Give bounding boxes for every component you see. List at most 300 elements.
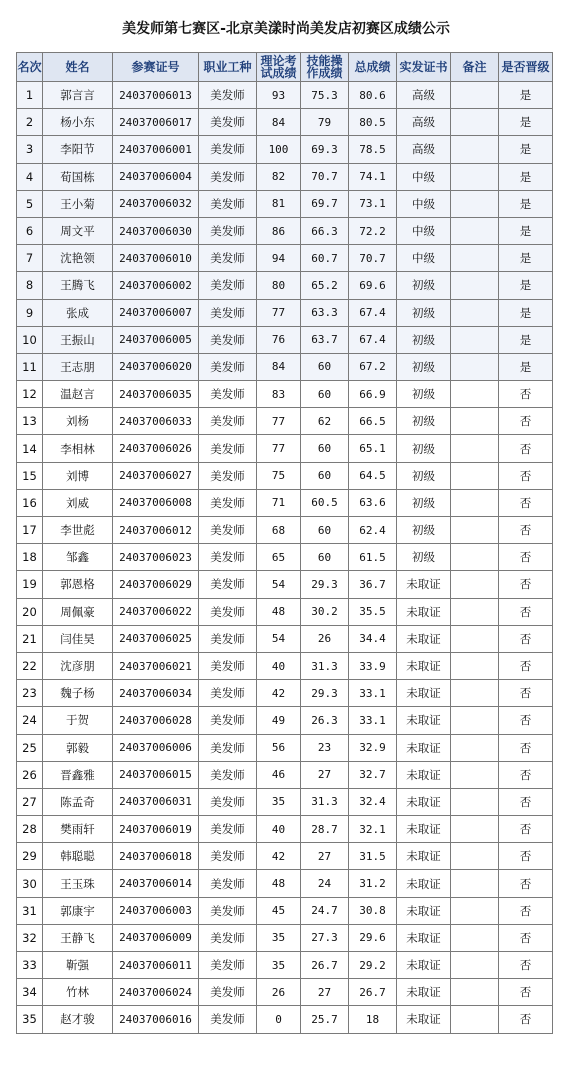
promoted-cell: 是 bbox=[499, 82, 553, 109]
certificate-cell: 初级 bbox=[397, 299, 451, 326]
name-cell: 王小菊 bbox=[43, 190, 113, 217]
remarks-cell bbox=[451, 217, 499, 244]
job-type-cell: 美发师 bbox=[199, 408, 257, 435]
job-type-cell: 美发师 bbox=[199, 381, 257, 408]
theory-score-cell: 35 bbox=[257, 952, 301, 979]
table-row bbox=[17, 571, 553, 598]
skill-score-cell: 27 bbox=[301, 761, 349, 788]
certificate-cell: 初级 bbox=[397, 544, 451, 571]
certificate-cell: 中级 bbox=[397, 163, 451, 190]
job-type-cell: 美发师 bbox=[199, 571, 257, 598]
name-cell: 靳强 bbox=[43, 952, 113, 979]
remarks-cell bbox=[451, 136, 499, 163]
remarks-cell bbox=[451, 598, 499, 625]
theory-score-cell: 0 bbox=[257, 1006, 301, 1033]
promoted-cell: 是 bbox=[499, 326, 553, 353]
certificate-cell: 初级 bbox=[397, 353, 451, 380]
total-score-cell: 74.1 bbox=[349, 163, 397, 190]
promoted-cell: 否 bbox=[499, 489, 553, 516]
certificate-cell: 未取证 bbox=[397, 707, 451, 734]
table-row bbox=[17, 897, 553, 924]
rank-cell: 27 bbox=[17, 788, 43, 815]
promoted-cell: 否 bbox=[499, 952, 553, 979]
contest-id-cell: 24037006026 bbox=[113, 435, 199, 462]
remarks-cell bbox=[451, 109, 499, 136]
job-type-cell: 美发师 bbox=[199, 707, 257, 734]
table-row bbox=[17, 707, 553, 734]
theory-score-cell: 48 bbox=[257, 598, 301, 625]
contest-id-cell: 24037006030 bbox=[113, 217, 199, 244]
certificate-cell: 未取证 bbox=[397, 924, 451, 951]
name-cell: 温赵言 bbox=[43, 381, 113, 408]
theory-score-cell: 94 bbox=[257, 245, 301, 272]
remarks-cell bbox=[451, 652, 499, 679]
table-row bbox=[17, 979, 553, 1006]
skill-score-cell: 60 bbox=[301, 381, 349, 408]
header-skill-score: 技能操作成绩 bbox=[301, 53, 349, 82]
theory-score-cell: 75 bbox=[257, 462, 301, 489]
certificate-cell: 未取证 bbox=[397, 680, 451, 707]
promoted-cell: 否 bbox=[499, 462, 553, 489]
table-row bbox=[17, 924, 553, 951]
certificate-cell: 未取证 bbox=[397, 571, 451, 598]
certificate-cell: 中级 bbox=[397, 245, 451, 272]
remarks-cell bbox=[451, 462, 499, 489]
job-type-cell: 美发师 bbox=[199, 245, 257, 272]
certificate-cell: 未取证 bbox=[397, 843, 451, 870]
table-row bbox=[17, 952, 553, 979]
theory-score-cell: 81 bbox=[257, 190, 301, 217]
remarks-cell bbox=[451, 489, 499, 516]
theory-score-cell: 86 bbox=[257, 217, 301, 244]
theory-score-cell: 54 bbox=[257, 571, 301, 598]
theory-score-cell: 84 bbox=[257, 109, 301, 136]
rank-cell: 24 bbox=[17, 707, 43, 734]
rank-cell: 13 bbox=[17, 408, 43, 435]
contest-id-cell: 24037006019 bbox=[113, 816, 199, 843]
remarks-cell bbox=[451, 571, 499, 598]
table-row bbox=[17, 761, 553, 788]
name-cell: 沈艳领 bbox=[43, 245, 113, 272]
contest-id-cell: 24037006025 bbox=[113, 625, 199, 652]
skill-score-cell: 65.2 bbox=[301, 272, 349, 299]
contest-id-cell: 24037006032 bbox=[113, 190, 199, 217]
job-type-cell: 美发师 bbox=[199, 299, 257, 326]
table-row bbox=[17, 217, 553, 244]
name-cell: 王振山 bbox=[43, 326, 113, 353]
contest-id-cell: 24037006010 bbox=[113, 245, 199, 272]
remarks-cell bbox=[451, 190, 499, 217]
theory-score-cell: 83 bbox=[257, 381, 301, 408]
table-row bbox=[17, 843, 553, 870]
certificate-cell: 高级 bbox=[397, 136, 451, 163]
certificate-cell: 中级 bbox=[397, 190, 451, 217]
job-type-cell: 美发师 bbox=[199, 952, 257, 979]
remarks-cell bbox=[451, 979, 499, 1006]
remarks-cell bbox=[451, 952, 499, 979]
remarks-cell bbox=[451, 761, 499, 788]
rank-cell: 22 bbox=[17, 652, 43, 679]
promoted-cell: 是 bbox=[499, 353, 553, 380]
promoted-cell: 否 bbox=[499, 435, 553, 462]
certificate-cell: 初级 bbox=[397, 462, 451, 489]
theory-score-cell: 35 bbox=[257, 788, 301, 815]
job-type-cell: 美发师 bbox=[199, 680, 257, 707]
name-cell: 魏子杨 bbox=[43, 680, 113, 707]
table-row bbox=[17, 489, 553, 516]
name-cell: 郭恩格 bbox=[43, 571, 113, 598]
skill-score-cell: 60 bbox=[301, 462, 349, 489]
name-cell: 李世彪 bbox=[43, 517, 113, 544]
remarks-cell bbox=[451, 680, 499, 707]
promoted-cell: 否 bbox=[499, 1006, 553, 1033]
promoted-cell: 否 bbox=[499, 979, 553, 1006]
remarks-cell bbox=[451, 707, 499, 734]
promoted-cell: 是 bbox=[499, 136, 553, 163]
table-row bbox=[17, 598, 553, 625]
certificate-cell: 未取证 bbox=[397, 761, 451, 788]
job-type-cell: 美发师 bbox=[199, 109, 257, 136]
contest-id-cell: 24037006009 bbox=[113, 924, 199, 951]
name-cell: 樊雨轩 bbox=[43, 816, 113, 843]
promoted-cell: 否 bbox=[499, 816, 553, 843]
name-cell: 沈彦朋 bbox=[43, 652, 113, 679]
name-cell: 刘博 bbox=[43, 462, 113, 489]
total-score-cell: 63.6 bbox=[349, 489, 397, 516]
remarks-cell bbox=[451, 82, 499, 109]
rank-cell: 14 bbox=[17, 435, 43, 462]
rank-cell: 7 bbox=[17, 245, 43, 272]
contest-id-cell: 24037006012 bbox=[113, 517, 199, 544]
promoted-cell: 否 bbox=[499, 734, 553, 761]
name-cell: 赵才骏 bbox=[43, 1006, 113, 1033]
table-row bbox=[17, 462, 553, 489]
table-row bbox=[17, 326, 553, 353]
job-type-cell: 美发师 bbox=[199, 190, 257, 217]
table-row bbox=[17, 517, 553, 544]
rank-cell: 20 bbox=[17, 598, 43, 625]
name-cell: 王玉珠 bbox=[43, 870, 113, 897]
total-score-cell: 32.4 bbox=[349, 788, 397, 815]
table-row bbox=[17, 734, 553, 761]
certificate-cell: 未取证 bbox=[397, 652, 451, 679]
contest-id-cell: 24037006007 bbox=[113, 299, 199, 326]
skill-score-cell: 60.5 bbox=[301, 489, 349, 516]
job-type-cell: 美发师 bbox=[199, 82, 257, 109]
remarks-cell bbox=[451, 408, 499, 435]
rank-cell: 11 bbox=[17, 353, 43, 380]
total-score-cell: 73.1 bbox=[349, 190, 397, 217]
name-cell: 李阳节 bbox=[43, 136, 113, 163]
skill-score-cell: 25.7 bbox=[301, 1006, 349, 1033]
rank-cell: 28 bbox=[17, 816, 43, 843]
theory-score-cell: 48 bbox=[257, 870, 301, 897]
certificate-cell: 初级 bbox=[397, 326, 451, 353]
table-row bbox=[17, 245, 553, 272]
certificate-cell: 未取证 bbox=[397, 598, 451, 625]
contest-id-cell: 24037006020 bbox=[113, 353, 199, 380]
remarks-cell bbox=[451, 272, 499, 299]
total-score-cell: 29.6 bbox=[349, 924, 397, 951]
skill-score-cell: 60 bbox=[301, 517, 349, 544]
certificate-cell: 未取证 bbox=[397, 897, 451, 924]
rank-cell: 17 bbox=[17, 517, 43, 544]
total-score-cell: 32.9 bbox=[349, 734, 397, 761]
theory-score-cell: 54 bbox=[257, 625, 301, 652]
name-cell: 荀国栋 bbox=[43, 163, 113, 190]
promoted-cell: 否 bbox=[499, 870, 553, 897]
job-type-cell: 美发师 bbox=[199, 272, 257, 299]
theory-score-cell: 100 bbox=[257, 136, 301, 163]
job-type-cell: 美发师 bbox=[199, 517, 257, 544]
theory-score-cell: 77 bbox=[257, 299, 301, 326]
total-score-cell: 80.6 bbox=[349, 82, 397, 109]
page-title: 美发师第七赛区-北京美漾时尚美发店初赛区成绩公示 bbox=[122, 21, 450, 37]
name-cell: 竹林 bbox=[43, 979, 113, 1006]
total-score-cell: 32.1 bbox=[349, 816, 397, 843]
total-score-cell: 66.5 bbox=[349, 408, 397, 435]
job-type-cell: 美发师 bbox=[199, 897, 257, 924]
skill-score-cell: 60 bbox=[301, 544, 349, 571]
rank-cell: 4 bbox=[17, 163, 43, 190]
total-score-cell: 67.4 bbox=[349, 326, 397, 353]
contest-id-cell: 24037006016 bbox=[113, 1006, 199, 1033]
total-score-cell: 61.5 bbox=[349, 544, 397, 571]
total-score-cell: 34.4 bbox=[349, 625, 397, 652]
remarks-cell bbox=[451, 299, 499, 326]
table-row bbox=[17, 680, 553, 707]
theory-score-cell: 82 bbox=[257, 163, 301, 190]
contest-id-cell: 24037006022 bbox=[113, 598, 199, 625]
skill-score-cell: 69.7 bbox=[301, 190, 349, 217]
skill-score-cell: 24.7 bbox=[301, 897, 349, 924]
table-row bbox=[17, 788, 553, 815]
certificate-cell: 初级 bbox=[397, 381, 451, 408]
promoted-cell: 否 bbox=[499, 625, 553, 652]
remarks-cell bbox=[451, 788, 499, 815]
promoted-cell: 否 bbox=[499, 408, 553, 435]
skill-score-cell: 63.7 bbox=[301, 326, 349, 353]
theory-score-cell: 42 bbox=[257, 843, 301, 870]
name-cell: 张成 bbox=[43, 299, 113, 326]
name-cell: 韩聪聪 bbox=[43, 843, 113, 870]
header-theory-score: 理论考试成绩 bbox=[257, 53, 301, 82]
rank-cell: 35 bbox=[17, 1006, 43, 1033]
job-type-cell: 美发师 bbox=[199, 435, 257, 462]
rank-cell: 3 bbox=[17, 136, 43, 163]
table-row bbox=[17, 109, 553, 136]
job-type-cell: 美发师 bbox=[199, 870, 257, 897]
skill-score-cell: 31.3 bbox=[301, 788, 349, 815]
theory-score-cell: 84 bbox=[257, 353, 301, 380]
theory-score-cell: 56 bbox=[257, 734, 301, 761]
promoted-cell: 是 bbox=[499, 245, 553, 272]
skill-score-cell: 62 bbox=[301, 408, 349, 435]
certificate-cell: 高级 bbox=[397, 82, 451, 109]
total-score-cell: 64.5 bbox=[349, 462, 397, 489]
remarks-cell bbox=[451, 353, 499, 380]
name-cell: 李相林 bbox=[43, 435, 113, 462]
total-score-cell: 26.7 bbox=[349, 979, 397, 1006]
rank-cell: 34 bbox=[17, 979, 43, 1006]
rank-cell: 8 bbox=[17, 272, 43, 299]
name-cell: 邹鑫 bbox=[43, 544, 113, 571]
certificate-cell: 未取证 bbox=[397, 979, 451, 1006]
skill-score-cell: 79 bbox=[301, 109, 349, 136]
certificate-cell: 未取证 bbox=[397, 816, 451, 843]
total-score-cell: 72.2 bbox=[349, 217, 397, 244]
table-row bbox=[17, 272, 553, 299]
rank-cell: 21 bbox=[17, 625, 43, 652]
promoted-cell: 是 bbox=[499, 190, 553, 217]
header-name: 姓名 bbox=[43, 53, 113, 82]
contest-id-cell: 24037006004 bbox=[113, 163, 199, 190]
total-score-cell: 33.1 bbox=[349, 707, 397, 734]
job-type-cell: 美发师 bbox=[199, 462, 257, 489]
name-cell: 郭毅 bbox=[43, 734, 113, 761]
rank-cell: 16 bbox=[17, 489, 43, 516]
certificate-cell: 初级 bbox=[397, 435, 451, 462]
total-score-cell: 33.1 bbox=[349, 680, 397, 707]
theory-score-cell: 77 bbox=[257, 435, 301, 462]
theory-score-cell: 49 bbox=[257, 707, 301, 734]
contest-id-cell: 24037006002 bbox=[113, 272, 199, 299]
skill-score-cell: 29.3 bbox=[301, 680, 349, 707]
skill-score-cell: 31.3 bbox=[301, 652, 349, 679]
rank-cell: 32 bbox=[17, 924, 43, 951]
job-type-cell: 美发师 bbox=[199, 843, 257, 870]
total-score-cell: 78.5 bbox=[349, 136, 397, 163]
contest-id-cell: 24037006024 bbox=[113, 979, 199, 1006]
table-row bbox=[17, 816, 553, 843]
theory-score-cell: 40 bbox=[257, 816, 301, 843]
rank-cell: 1 bbox=[17, 82, 43, 109]
promoted-cell: 是 bbox=[499, 299, 553, 326]
remarks-cell bbox=[451, 381, 499, 408]
contest-id-cell: 24037006027 bbox=[113, 462, 199, 489]
skill-score-cell: 26.7 bbox=[301, 952, 349, 979]
theory-score-cell: 93 bbox=[257, 82, 301, 109]
total-score-cell: 62.4 bbox=[349, 517, 397, 544]
theory-score-cell: 26 bbox=[257, 979, 301, 1006]
table-row bbox=[17, 353, 553, 380]
skill-score-cell: 30.2 bbox=[301, 598, 349, 625]
total-score-cell: 36.7 bbox=[349, 571, 397, 598]
skill-score-cell: 75.3 bbox=[301, 82, 349, 109]
promoted-cell: 否 bbox=[499, 571, 553, 598]
promoted-cell: 否 bbox=[499, 843, 553, 870]
rank-cell: 29 bbox=[17, 843, 43, 870]
total-score-cell: 67.4 bbox=[349, 299, 397, 326]
theory-score-cell: 76 bbox=[257, 326, 301, 353]
contest-id-cell: 24037006014 bbox=[113, 870, 199, 897]
job-type-cell: 美发师 bbox=[199, 924, 257, 951]
job-type-cell: 美发师 bbox=[199, 761, 257, 788]
contest-id-cell: 24037006031 bbox=[113, 788, 199, 815]
contest-id-cell: 24037006003 bbox=[113, 897, 199, 924]
job-type-cell: 美发师 bbox=[199, 544, 257, 571]
job-type-cell: 美发师 bbox=[199, 625, 257, 652]
promoted-cell: 否 bbox=[499, 381, 553, 408]
remarks-cell bbox=[451, 734, 499, 761]
job-type-cell: 美发师 bbox=[199, 979, 257, 1006]
job-type-cell: 美发师 bbox=[199, 598, 257, 625]
job-type-cell: 美发师 bbox=[199, 816, 257, 843]
name-cell: 陈孟奇 bbox=[43, 788, 113, 815]
remarks-cell bbox=[451, 544, 499, 571]
total-score-cell: 65.1 bbox=[349, 435, 397, 462]
header-certificate: 实发证书 bbox=[397, 53, 451, 82]
certificate-cell: 初级 bbox=[397, 489, 451, 516]
certificate-cell: 中级 bbox=[397, 217, 451, 244]
total-score-cell: 32.7 bbox=[349, 761, 397, 788]
promoted-cell: 否 bbox=[499, 544, 553, 571]
skill-score-cell: 24 bbox=[301, 870, 349, 897]
contest-id-cell: 24037006006 bbox=[113, 734, 199, 761]
promoted-cell: 否 bbox=[499, 897, 553, 924]
job-type-cell: 美发师 bbox=[199, 652, 257, 679]
job-type-cell: 美发师 bbox=[199, 489, 257, 516]
table-row bbox=[17, 190, 553, 217]
certificate-cell: 初级 bbox=[397, 272, 451, 299]
job-type-cell: 美发师 bbox=[199, 136, 257, 163]
remarks-cell bbox=[451, 163, 499, 190]
theory-score-cell: 77 bbox=[257, 408, 301, 435]
contest-id-cell: 24037006013 bbox=[113, 82, 199, 109]
header-promoted: 是否晋级 bbox=[499, 53, 553, 82]
rank-cell: 19 bbox=[17, 571, 43, 598]
header-total-score: 总成绩 bbox=[349, 53, 397, 82]
total-score-cell: 18 bbox=[349, 1006, 397, 1033]
promoted-cell: 否 bbox=[499, 598, 553, 625]
total-score-cell: 30.8 bbox=[349, 897, 397, 924]
rank-cell: 25 bbox=[17, 734, 43, 761]
contest-id-cell: 24037006015 bbox=[113, 761, 199, 788]
name-cell: 郭康宇 bbox=[43, 897, 113, 924]
contest-id-cell: 24037006034 bbox=[113, 680, 199, 707]
remarks-cell bbox=[451, 326, 499, 353]
skill-score-cell: 69.3 bbox=[301, 136, 349, 163]
table-row bbox=[17, 408, 553, 435]
job-type-cell: 美发师 bbox=[199, 326, 257, 353]
theory-score-cell: 35 bbox=[257, 924, 301, 951]
total-score-cell: 66.9 bbox=[349, 381, 397, 408]
rank-cell: 2 bbox=[17, 109, 43, 136]
contest-id-cell: 24037006028 bbox=[113, 707, 199, 734]
promoted-cell: 否 bbox=[499, 517, 553, 544]
skill-score-cell: 63.3 bbox=[301, 299, 349, 326]
certificate-cell: 未取证 bbox=[397, 788, 451, 815]
promoted-cell: 否 bbox=[499, 652, 553, 679]
rank-cell: 23 bbox=[17, 680, 43, 707]
job-type-cell: 美发师 bbox=[199, 217, 257, 244]
table-row bbox=[17, 82, 553, 109]
rank-cell: 6 bbox=[17, 217, 43, 244]
remarks-cell bbox=[451, 924, 499, 951]
name-cell: 刘杨 bbox=[43, 408, 113, 435]
contest-id-cell: 24037006035 bbox=[113, 381, 199, 408]
header-remarks: 备注 bbox=[451, 53, 499, 82]
table-row bbox=[17, 299, 553, 326]
total-score-cell: 31.2 bbox=[349, 870, 397, 897]
contest-id-cell: 24037006011 bbox=[113, 952, 199, 979]
contest-id-cell: 24037006018 bbox=[113, 843, 199, 870]
theory-score-cell: 45 bbox=[257, 897, 301, 924]
promoted-cell: 是 bbox=[499, 163, 553, 190]
total-score-cell: 31.5 bbox=[349, 843, 397, 870]
table-row bbox=[17, 435, 553, 462]
skill-score-cell: 23 bbox=[301, 734, 349, 761]
